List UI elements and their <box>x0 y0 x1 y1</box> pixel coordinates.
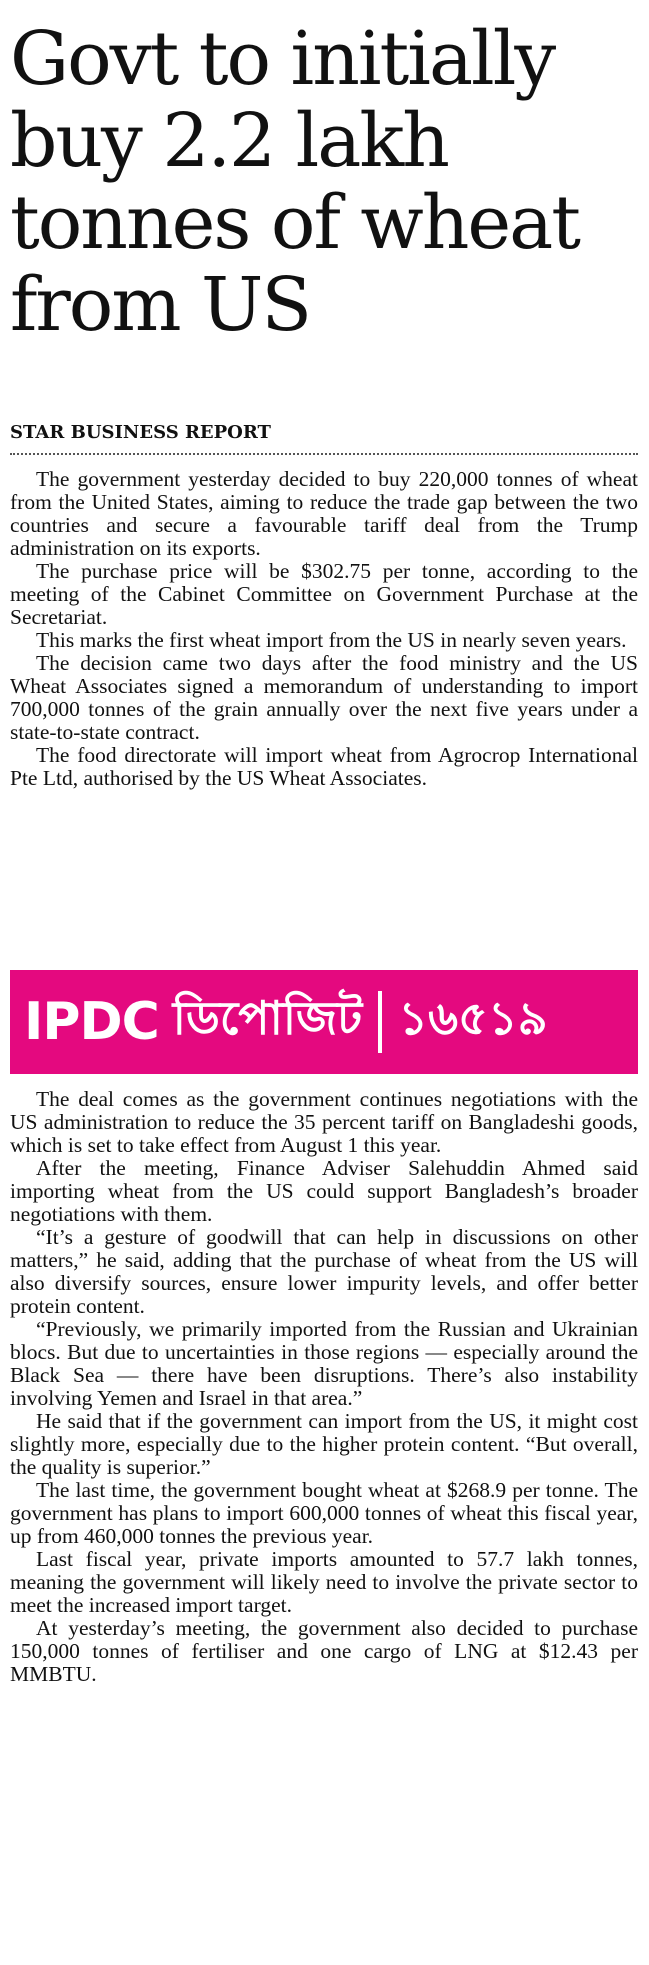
paragraph: “It’s a gesture of goodwill that can help in discussions on other matters,” he said, adding that the purchase of wheat from the US will also diversify sources, ensure lower impurity levels, and offer better protein content. <box>10 1225 638 1318</box>
paragraph: The food directorate will import wheat from Agrocrop International Pte Ltd, authorised by the US Wheat Associates. <box>10 743 638 790</box>
paragraph: After the meeting, Finance Adviser Salehuddin Ahmed said importing wheat from the US could support Bangladesh’s broader negotiations with them. <box>10 1156 638 1226</box>
ad-hotline-number: ১৬৫১৯ <box>398 991 548 1045</box>
headline: Govt to initially buy 2.2 lakh tonnes of wheat from US <box>10 16 580 348</box>
paragraph: This marks the first wheat import from the US in nearly seven years. <box>36 628 627 652</box>
ad-banner[interactable] <box>10 970 638 1074</box>
ad-brand-logo: IPDC <box>24 992 159 1052</box>
ad-divider <box>378 991 382 1053</box>
paragraph: The government yesterday decided to buy 220,000 tonnes of wheat from the United States, aiming to reduce the trade gap between the two countries and secure a favourable tariff deal from the Trump administration on its exports. <box>10 467 638 560</box>
byline: STAR BUSINESS REPORT <box>10 422 271 443</box>
paragraph: “Previously, we primarily imported from the Russian and Ukrainian blocs. But due to uncertainties in those regions — especially around the Black Sea — there have been disruptions. There’s also instability involving Yemen and Israel in that area.” <box>10 1317 638 1410</box>
paragraph: The purchase price will be $302.75 per tonne, according to the meeting of the Cabinet Committee on Government Purchase at the Secretariat. <box>10 559 638 629</box>
paragraph: The last time, the government bought wheat at $268.9 per tonne. The government has plans to import 600,000 tonnes of wheat this fiscal year, up from 460,000 tonnes the previous year. <box>10 1478 638 1548</box>
article-body-bottom <box>10 1088 638 1686</box>
paragraph: The decision came two days after the food ministry and the US Wheat Associates signed a memorandum of understanding to import 700,000 tonnes of the grain annually over the next five years under a state-to-state contract. <box>10 651 638 744</box>
ad-deposit-text: ডিপোজিট <box>172 991 363 1045</box>
article-body-top <box>10 468 638 790</box>
paragraph: At yesterday’s meeting, the government also decided to purchase 150,000 tonnes of fertiliser and one cargo of LNG at $12.43 per MMBTU. <box>10 1616 638 1686</box>
paragraph: He said that if the government can import from the US, it might cost slightly more, especially due to the higher protein content. “But overall, the quality is superior.” <box>10 1409 638 1479</box>
byline-divider <box>10 453 638 455</box>
paragraph: The deal comes as the government continues negotiations with the US administration to reduce the 35 percent tariff on Bangladeshi goods, which is set to take effect from August 1 this year. <box>10 1087 638 1157</box>
paragraph: Last fiscal year, private imports amounted to 57.7 lakh tonnes, meaning the government will likely need to involve the private sector to meet the increased import target. <box>10 1547 638 1617</box>
